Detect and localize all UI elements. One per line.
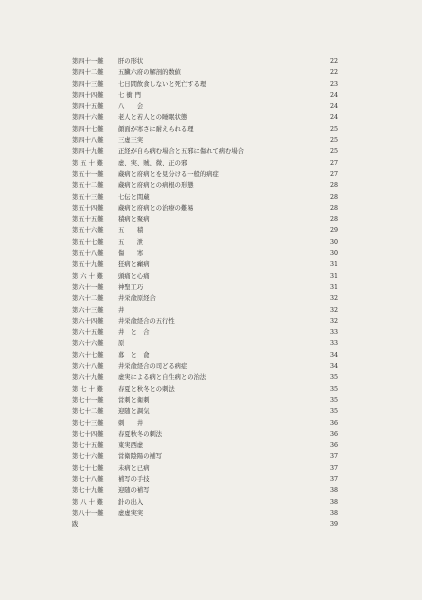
toc-entry-title: 七伝と間蔵: [118, 193, 150, 201]
toc-entry: [72, 112, 338, 123]
toc-entry-page: 24: [329, 114, 338, 122]
toc-entry-title: 神聖工巧: [118, 283, 144, 291]
toc-entry-page: 28: [329, 204, 338, 212]
toc-entry-title: 積病と聚病: [118, 216, 150, 224]
toc-entry-page: 35: [329, 396, 338, 404]
toc-entry-page: 37: [329, 464, 338, 472]
toc-entry: [72, 440, 338, 451]
toc-entry-title: 五 積: [118, 227, 144, 235]
toc-entry-number: 第七十六難: [72, 453, 104, 461]
toc-entry: [72, 124, 338, 135]
toc-entry-page: 28: [329, 216, 338, 224]
toc-entry-number: 第五十六難: [72, 227, 104, 235]
toc-entry-number: 第四十三難: [72, 80, 104, 88]
toc-entry-page: 30: [329, 250, 338, 258]
toc-entry: [72, 338, 338, 349]
toc-entry-number: 第六十八難: [72, 363, 104, 371]
toc-entry-number: 第五十九難: [72, 261, 104, 269]
toc-entry-number: 第七十七難: [72, 464, 104, 472]
toc-entry-number: 第五十二難: [72, 182, 104, 190]
toc-entry: [72, 497, 338, 508]
toc-entry-title: 井栄兪経合の五行性: [118, 317, 175, 325]
toc-entry-page: 38: [329, 498, 338, 506]
toc-entry-page: 28: [329, 182, 338, 190]
toc-entry-title: 狂病と癲病: [118, 261, 150, 269]
toc-entry-number: 第四十五難: [72, 103, 104, 111]
toc-entry-title: 三虚三実: [118, 137, 144, 145]
toc-entry-number: 第四十四難: [72, 91, 104, 99]
toc-entry-number: 第四十七難: [72, 125, 104, 133]
toc-entry-page: 22: [329, 69, 338, 77]
toc-entry: [72, 214, 338, 225]
toc-entry-page: 27: [329, 170, 338, 178]
toc-entry: [72, 474, 338, 485]
toc-entry: [72, 101, 338, 112]
toc-entry-page: 33: [329, 329, 338, 337]
toc-entry-page: 32: [329, 306, 338, 314]
toc-entry: [72, 350, 338, 361]
toc-entry: [72, 418, 338, 429]
toc-entry-number: 第四十一難: [72, 58, 104, 65]
toc-entry-title: 七日間飲食しないと死亡する理: [118, 80, 207, 88]
toc-entry-page: 31: [329, 272, 338, 280]
toc-entry-page: 27: [329, 159, 338, 167]
toc-entry-title: 五臓六府の解剖的数値: [118, 69, 181, 77]
toc-entry-page: 39: [329, 521, 338, 529]
toc-entry-number: 第五十七難: [72, 238, 104, 246]
toc-entry: [72, 237, 338, 248]
toc-entry-number: 第 五 十 難: [72, 159, 104, 167]
toc-entry-page: 22: [329, 58, 338, 65]
toc-entry-title: 八 会: [118, 103, 144, 111]
toc-entry-number: 第四十六難: [72, 114, 104, 122]
toc-entry-number: 第 六 十 難: [72, 272, 104, 280]
toc-entry-number: 第五十八難: [72, 250, 104, 258]
toc-entry-page: 25: [329, 125, 338, 133]
toc-entry-page: 38: [329, 487, 338, 495]
toc-entry-page: 29: [329, 227, 338, 235]
toc-entry-title: 傷 寒: [118, 250, 144, 258]
toc-entry-page: 30: [329, 238, 338, 246]
toc-entry-number: 跋: [72, 521, 79, 529]
toc-entry-number: 第七十二難: [72, 408, 104, 416]
toc-entry-title: 原: [118, 340, 125, 348]
toc-entry-title: 春夏と秋冬との刺法: [118, 385, 175, 393]
toc-entry-title: 七 衝 門: [118, 91, 141, 99]
toc-entry-title: 井 と 合: [118, 329, 150, 337]
toc-entry: [72, 316, 338, 327]
toc-entry-title: 針の出入: [118, 498, 144, 506]
toc-entry: [72, 429, 338, 440]
toc-entry: [72, 67, 338, 78]
toc-entry-title: 虚実による病と自生病との治法: [118, 374, 207, 382]
toc-entry: [72, 79, 338, 90]
toc-entry-title: 春夏秋冬の刺法: [118, 430, 163, 438]
toc-entry-number: 第五十四難: [72, 204, 104, 212]
toc-entry-title: 営刺と衛刺: [118, 396, 150, 404]
toc-entry-page: 28: [329, 193, 338, 201]
toc-entry-number: 第六十六難: [72, 340, 104, 348]
toc-entry-title: 募 と 兪: [118, 351, 150, 359]
toc-entry: [72, 305, 338, 316]
toc-entry-page: 24: [329, 103, 338, 111]
toc-entry-title: 井栄兪原経合: [118, 295, 156, 303]
toc-entry-title: 正経が自ら病む場合と五邪に傷れて病む場合: [118, 148, 244, 156]
toc-entry: [72, 259, 338, 270]
toc-entry: [72, 361, 338, 372]
toc-entry-number: 第七十九難: [72, 487, 104, 495]
toc-entry-page: 36: [329, 442, 338, 450]
toc-entry-title: 未病と已病: [118, 464, 150, 472]
toc-entry-title: 迎随と調気: [118, 408, 150, 416]
toc-entry-page: 32: [329, 317, 338, 325]
toc-entry: [72, 248, 338, 259]
toc-entry-title: 補写の手技: [118, 475, 150, 483]
toc-entry-page: 31: [329, 283, 338, 291]
toc-entry: [72, 225, 338, 236]
toc-entry-number: 第六十四難: [72, 317, 104, 325]
toc-entry: [72, 135, 338, 146]
toc-entry-page: 31: [329, 261, 338, 269]
toc-entry-title: 営衛陰陽の補写: [118, 453, 163, 461]
toc-entry-number: 第四十九難: [72, 148, 104, 156]
toc-entry: [72, 384, 338, 395]
toc-entry-title: 井栄兪経合の司どる病症: [118, 363, 188, 371]
toc-entry: [72, 395, 338, 406]
toc-entry-number: 第四十八難: [72, 137, 104, 145]
toc-entry-page: 38: [329, 509, 338, 517]
toc-entry-title: 頭痛と心痛: [118, 272, 150, 280]
toc-entry: [72, 180, 338, 191]
toc-entry-title: 東実西虚: [118, 442, 144, 450]
toc-entry-number: 第 七 十 難: [72, 385, 104, 393]
toc-entry-page: 36: [329, 430, 338, 438]
toc-entry: [72, 485, 338, 496]
toc-entry: [72, 90, 338, 101]
toc-entry: [72, 146, 338, 157]
toc-entry: [72, 406, 338, 417]
toc-entry-number: 第六十五難: [72, 329, 104, 337]
toc-entry-title: 井: [118, 306, 125, 314]
toc-entry-title: 肝の形状: [118, 58, 144, 65]
toc-entry: [72, 282, 338, 293]
toc-entry-title: 虚虚実実: [118, 509, 144, 517]
toc-entry-page: 32: [329, 295, 338, 303]
toc-entry-page: 25: [329, 148, 338, 156]
toc-entry: [72, 192, 338, 203]
table-of-contents: [72, 56, 338, 530]
toc-entry-page: 36: [329, 419, 338, 427]
toc-entry-title: 蔵病と府病との病根の形態: [118, 182, 194, 190]
toc-entry: [72, 56, 338, 67]
toc-entry-page: 35: [329, 374, 338, 382]
toc-entry-title: 蔵病と府病との治療の難易: [118, 204, 194, 212]
toc-entry-number: 第七十五難: [72, 442, 104, 450]
toc-entry-number: 第七十一難: [72, 396, 104, 404]
toc-entry-number: 第六十二難: [72, 295, 104, 303]
toc-entry-number: 第四十二難: [72, 69, 104, 77]
toc-entry: [72, 293, 338, 304]
toc-entry: [72, 169, 338, 180]
toc-entry-number: 第八十一難: [72, 509, 104, 517]
toc-entry-number: 第 八 十 難: [72, 498, 104, 506]
toc-entry-title: 虚、実、賊、微、正の邪: [118, 159, 188, 167]
toc-entry: [72, 372, 338, 383]
toc-entry: [72, 203, 338, 214]
toc-entry-number: 第六十三難: [72, 306, 104, 314]
toc-entry-title: 刺 井: [118, 419, 144, 427]
toc-entry-title: 顔面が寒さに耐えられる理: [118, 125, 194, 133]
toc-entry-title: 老人と若人との睡眠状態: [118, 114, 188, 122]
toc-entry-number: 第六十七難: [72, 351, 104, 359]
toc-entry-number: 第五十五難: [72, 216, 104, 224]
toc-entry: [72, 158, 338, 169]
toc-entry-page: 35: [329, 408, 338, 416]
toc-entry-page: 24: [329, 91, 338, 99]
toc-entry: [72, 451, 338, 462]
toc-entry-page: 35: [329, 385, 338, 393]
toc-entry-number: 第六十一難: [72, 283, 104, 291]
toc-entry: [72, 327, 338, 338]
toc-entry-number: 第七十四難: [72, 430, 104, 438]
toc-entry-title: 五 泄: [118, 238, 144, 246]
toc-entry-number: 第七十三難: [72, 419, 104, 427]
toc-entry-page: 23: [329, 80, 338, 88]
toc-entry-number: 第七十八難: [72, 475, 104, 483]
toc-entry: [72, 271, 338, 282]
toc-entry-page: 37: [329, 453, 338, 461]
toc-entry: [72, 519, 338, 530]
toc-entry: [72, 463, 338, 474]
toc-entry-number: 第六十九難: [72, 374, 104, 382]
toc-entry-page: 37: [329, 475, 338, 483]
toc-entry-page: 25: [329, 137, 338, 145]
toc-entry-page: 34: [329, 363, 338, 371]
toc-entry-page: 34: [329, 351, 338, 359]
toc-entry: [72, 508, 338, 519]
toc-entry-title: 蔵病と府病とを見分ける一般的病症: [118, 170, 219, 178]
toc-entry-number: 第五十一難: [72, 170, 104, 178]
toc-entry-page: 33: [329, 340, 338, 348]
toc-entry-title: 迎随の補写: [118, 487, 150, 495]
toc-entry-number: 第五十三難: [72, 193, 104, 201]
